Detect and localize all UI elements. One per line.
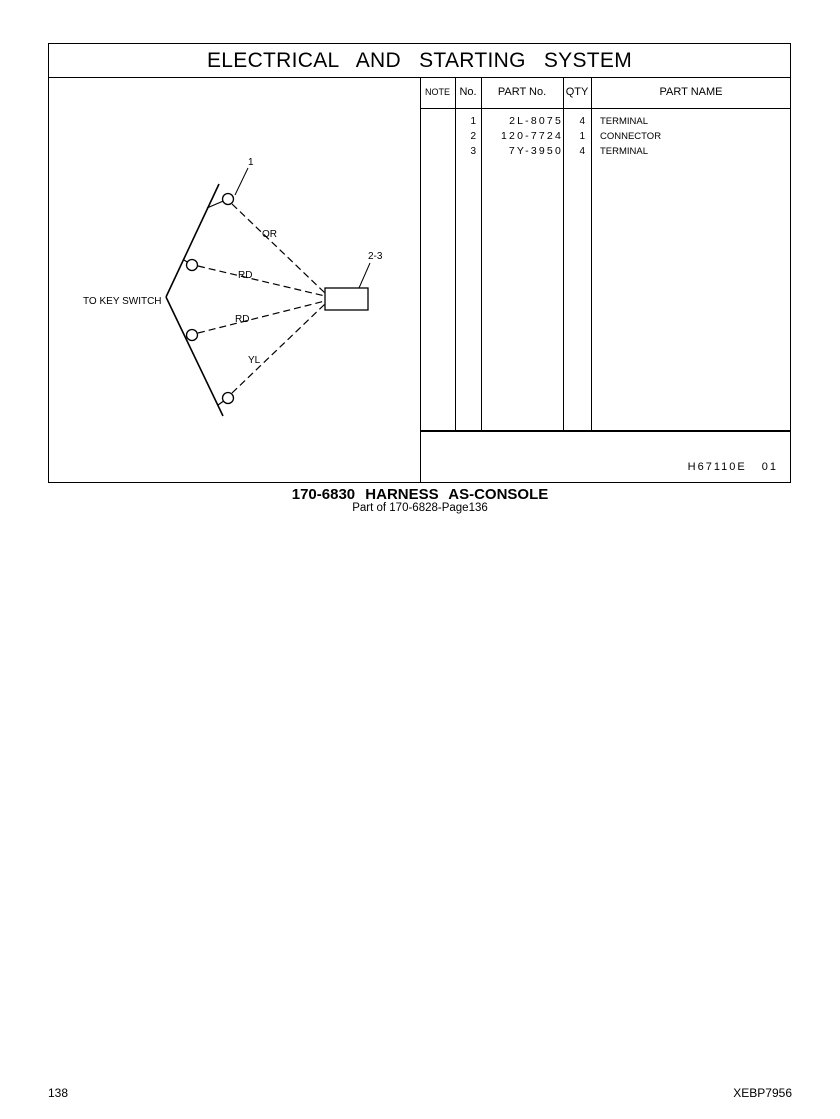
row-qty: 4: [579, 146, 585, 157]
parts-list: [420, 77, 790, 482]
harness-trunk-upper: [166, 184, 219, 297]
row-part-no: 2L-8075: [509, 115, 563, 127]
terminal-circle-4: [223, 393, 234, 404]
wire-label-yl: YL: [248, 355, 261, 366]
page-number: 138: [48, 1086, 69, 1100]
terminal-circle-2: [187, 260, 198, 271]
row-part-no: 120-7724: [501, 130, 563, 142]
document-code: XEBP7956: [733, 1086, 792, 1100]
callout-1: 1: [248, 157, 254, 168]
col-header-part-no: PART No.: [497, 86, 547, 98]
wire-rd-upper: [198, 266, 325, 296]
connector-box: [325, 288, 368, 310]
wiring-diagram: [49, 77, 421, 482]
section-title: ELECTRICAL AND STARTING SYSTEM: [49, 44, 790, 78]
callout-2-3: 2-3: [368, 251, 383, 262]
footer-divider: [420, 430, 790, 432]
wire-rd-lower: [198, 301, 325, 333]
row-no: 2: [470, 131, 476, 142]
row-part-no: 7Y-3950: [508, 145, 563, 157]
caption-subtitle: Part of 170-6828-Page136: [352, 502, 488, 514]
caption-title: 170-6830 HARNESS AS-CONSOLE: [291, 486, 549, 503]
parts-frame: [48, 43, 791, 483]
table-row: [420, 114, 790, 129]
row-part-name: TERMINAL: [600, 116, 649, 127]
row-no: 3: [470, 146, 476, 157]
header-divider: [420, 108, 790, 109]
table-row: [420, 144, 790, 159]
row-part-name: TERMINAL: [600, 146, 649, 157]
leader-2-3: [359, 263, 370, 288]
label-to-key-switch: TO KEY SWITCH: [83, 296, 162, 307]
col-header-note: NOTE: [424, 87, 450, 97]
row-no: 1: [470, 116, 476, 127]
wire-label-or: OR: [262, 229, 277, 240]
col-header-part-name: PART NAME: [659, 86, 723, 98]
wire-label-rd-1: RD: [238, 270, 253, 281]
table-row: [420, 129, 790, 144]
col-header-no: No.: [459, 86, 477, 98]
terminal-circle-1: [223, 194, 234, 205]
row-part-name: CONNECTOR: [600, 131, 662, 142]
wiring-diagram-svg: [49, 77, 419, 482]
row-qty: 4: [579, 116, 585, 127]
leader-1: [235, 168, 248, 195]
wire-label-rd-2: RD: [235, 314, 250, 325]
harness-trunk-lower: [166, 297, 223, 416]
illustration-ref-code: H67110E 01: [687, 461, 778, 473]
terminal-circle-3: [187, 330, 198, 341]
col-header-qty: QTY: [565, 86, 589, 98]
row-qty: 1: [579, 131, 585, 142]
